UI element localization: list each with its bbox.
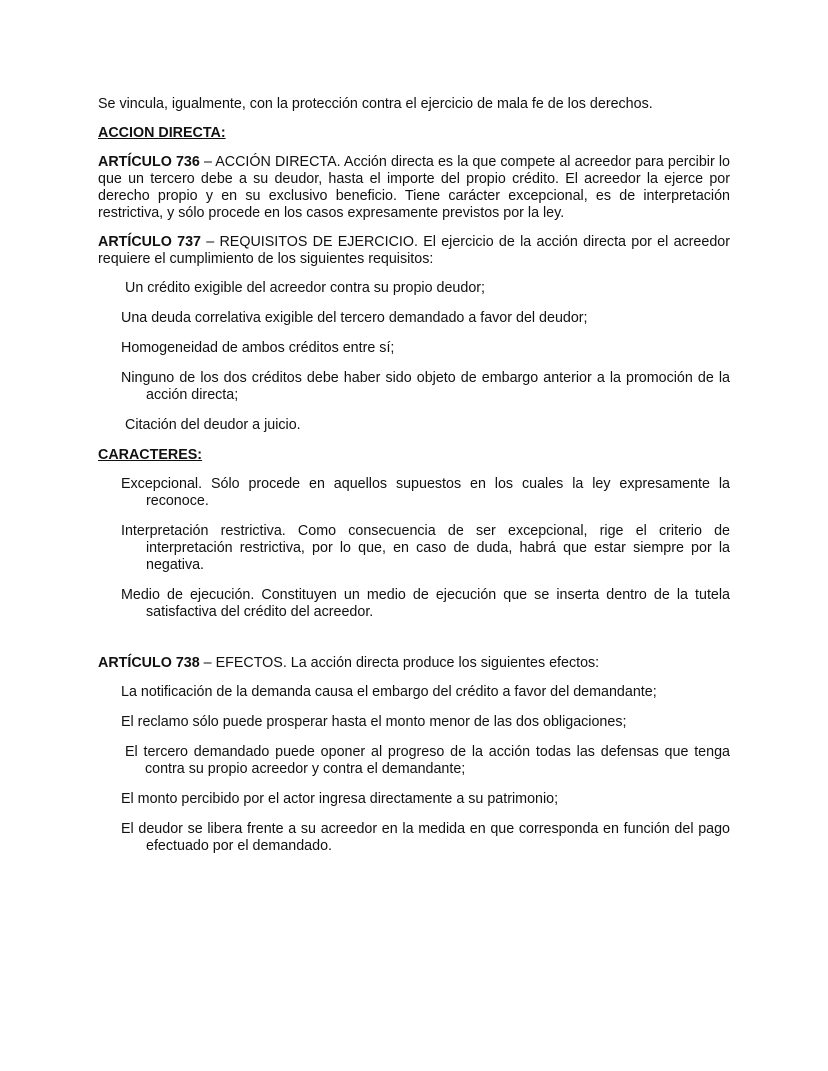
intro-paragraph: Se vincula, igualmente, con la protección contra el ejercicio de mala fe de los derechos. xyxy=(98,96,653,112)
heading-caracteres: CARACTERES: xyxy=(98,447,203,463)
caracter-item: Medio de ejecución. Constituyen un medio de ejecución que se inserta dentro de la tutela satisfactiva del crédito del acreedor. xyxy=(121,587,730,620)
article-737-text: – REQUISITOS DE EJERCICIO. El ejercicio de la acción directa por el acreedor requiere el cumplimiento de los siguientes requisitos: xyxy=(98,234,730,267)
efecto-item: La notificación de la demanda causa el embargo del crédito a favor del demandante; xyxy=(121,684,657,700)
article-738-label: ARTÍCULO 738 xyxy=(98,655,200,671)
efecto-item: El monto percibido por el actor ingresa directamente a su patrimonio; xyxy=(121,791,559,807)
article-738 xyxy=(98,655,730,672)
requisito-item: Homogeneidad de ambos créditos entre sí; xyxy=(121,340,395,356)
document-page xyxy=(98,96,730,868)
efecto-item: El reclamo sólo puede prosperar hasta el monto menor de las dos obligaciones; xyxy=(121,714,627,730)
article-736-label: ARTÍCULO 736 xyxy=(98,154,200,170)
caracter-item: Excepcional. Sólo procede en aquellos supuestos en los cuales la ley expresamente la reconoce. xyxy=(121,476,730,509)
requisito-item: Citación del deudor a juicio. xyxy=(125,417,301,433)
caracter-item: Interpretación restrictiva. Como consecuencia de ser excepcional, rige el criterio de interpretación restrictiva, por lo que, en caso de duda, habrá que estar siempre por la negativa. xyxy=(121,523,730,573)
requisito-item: Una deuda correlativa exigible del tercero demandado a favor del deudor; xyxy=(121,310,588,326)
article-737 xyxy=(98,234,730,268)
heading-accion-directa: ACCION DIRECTA: xyxy=(98,125,226,141)
efecto-item: El deudor se libera frente a su acreedor en la medida en que corresponda en función del pago efectuado por el demandado. xyxy=(121,821,730,854)
article-736 xyxy=(98,154,730,222)
article-737-label: ARTÍCULO 737 xyxy=(98,234,201,250)
requisito-item: Un crédito exigible del acreedor contra su propio deudor; xyxy=(125,280,486,296)
efecto-item: El tercero demandado puede oponer al progreso de la acción todas las defensas que tenga contra su propio acreedor y contra el demandante; xyxy=(125,744,730,777)
spacer xyxy=(98,634,730,655)
article-738-text: – EFECTOS. La acción directa produce los siguientes efectos: xyxy=(199,655,600,671)
requisito-item: Ninguno de los dos créditos debe haber sido objeto de embargo anterior a la promoción de la acción directa; xyxy=(121,370,730,403)
article-736-text: – ACCIÓN DIRECTA. Acción directa es la que compete al acreedor para percibir lo que un tercero debe a su deudor, hasta el importe del propio crédito. El acreedor la ejerce por derecho propio y en su exclusivo beneficio. Tiene carácter excepcional, es de interpretación restrictiva, y sólo procede en los casos expresamente previstos por la ley. xyxy=(98,154,730,221)
